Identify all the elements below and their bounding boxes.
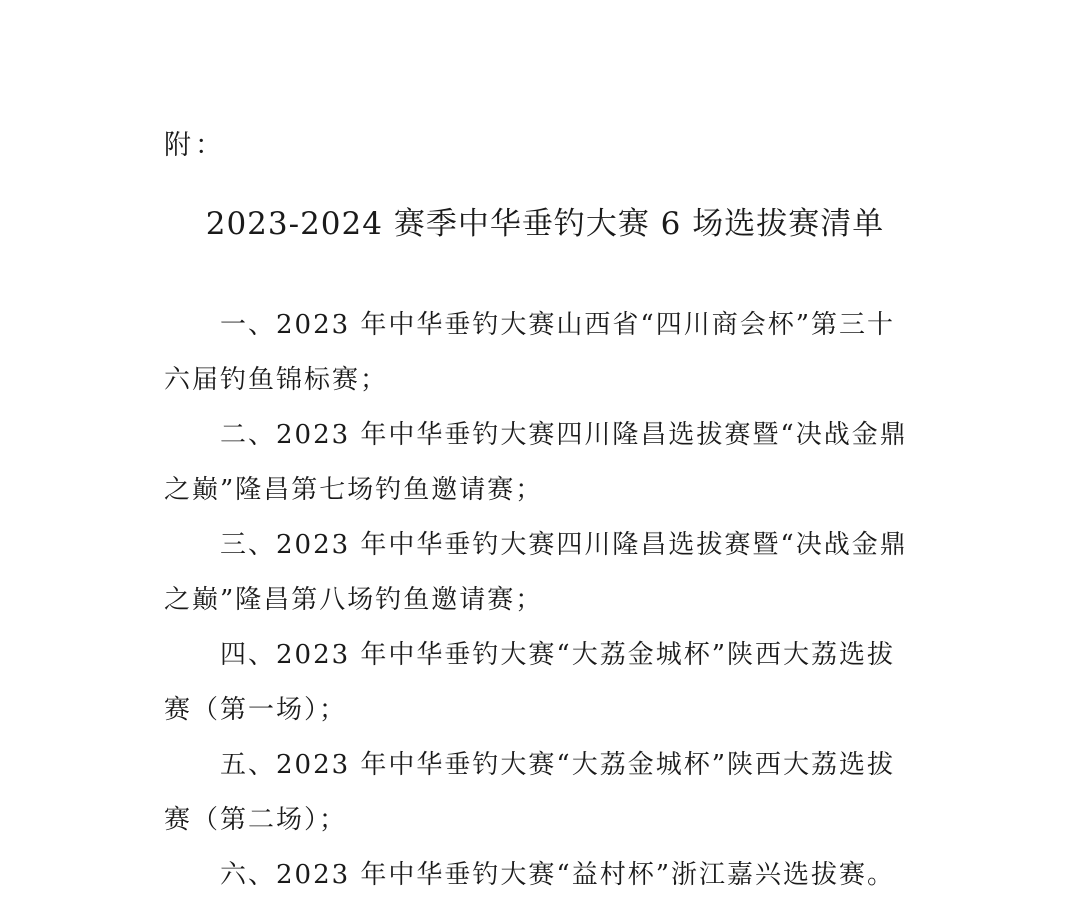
list-item: [164, 628, 908, 738]
list-item: [164, 518, 908, 628]
list-item-line: 赛（第一场）；: [164, 695, 348, 725]
list-item-line: 六届钓鱼锦标赛；: [164, 365, 389, 395]
list-item-line: 二、2023 年中华垂钓大赛四川隆昌选拔赛暨“决战金鼎: [220, 420, 908, 450]
list-item-line: 四、2023 年中华垂钓大赛“大荔金城杯”陕西大荔选拔: [220, 640, 896, 670]
list-item-line: 三、2023 年中华垂钓大赛四川隆昌选拔赛暨“决战金鼎: [220, 530, 908, 560]
document-title: 2023-2024 赛季中华垂钓大赛 6 场选拔赛清单: [205, 206, 885, 242]
selection-race-list: [164, 298, 908, 903]
list-item-line: 赛（第二场）；: [164, 805, 348, 835]
list-item: [164, 298, 908, 408]
list-item-line: 一、2023 年中华垂钓大赛山西省“四川商会杯”第三十: [220, 310, 896, 340]
list-item-line: 五、2023 年中华垂钓大赛“大荔金城杯”陕西大荔选拔: [220, 750, 896, 780]
list-item-line: 六、2023 年中华垂钓大赛“益村杯”浙江嘉兴选拔赛。: [220, 860, 896, 890]
list-item: [164, 738, 908, 848]
list-item-line: 之巅”隆昌第八场钓鱼邀请赛；: [164, 585, 544, 615]
list-item: [164, 408, 908, 518]
annex-label: 附：: [164, 130, 226, 161]
list-item-line: 之巅”隆昌第七场钓鱼邀请赛；: [164, 475, 544, 505]
list-item: [164, 848, 908, 903]
